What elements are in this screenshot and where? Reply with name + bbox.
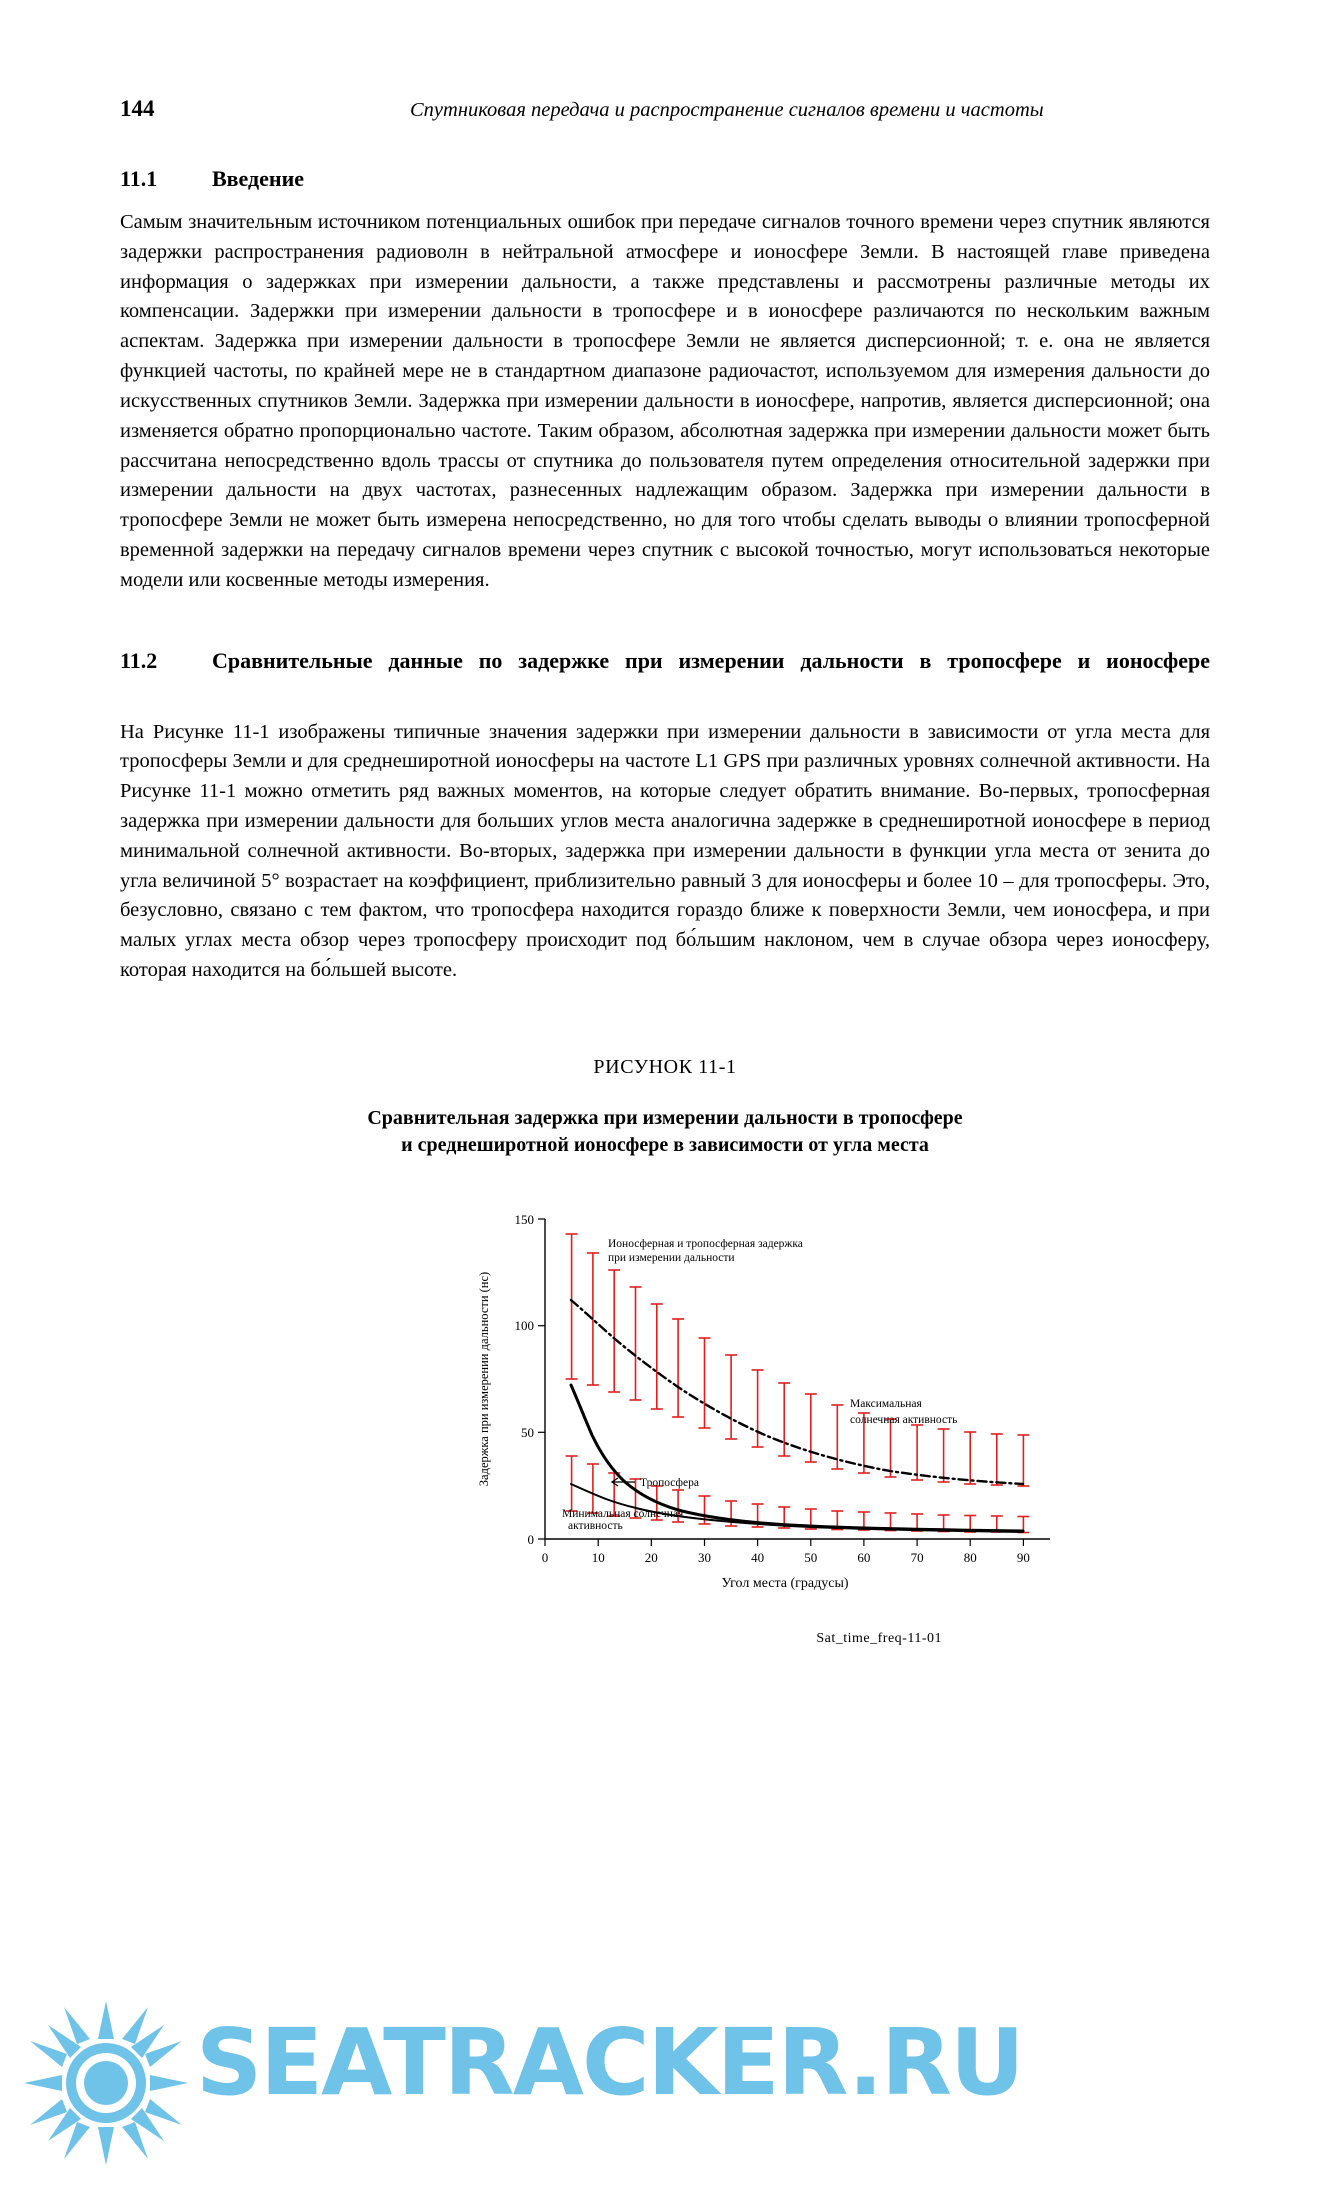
svg-text:60: 60 — [857, 1549, 871, 1565]
svg-text:80: 80 — [963, 1549, 977, 1565]
svg-text:активность: активность — [568, 1519, 623, 1532]
svg-text:0: 0 — [541, 1549, 549, 1565]
svg-text:Ионосферная и тропосферная зад: Ионосферная и тропосферная задержка — [608, 1237, 803, 1250]
svg-text:0: 0 — [527, 1531, 534, 1547]
svg-text:10: 10 — [591, 1549, 605, 1565]
figure-title-line-1: Сравнительная задержка при измерении дальности в тропосфере — [367, 1106, 963, 1129]
svg-text:100: 100 — [514, 1317, 534, 1333]
running-head — [120, 96, 1210, 122]
figure-code: Sat_time_freq-11-01 — [816, 1630, 942, 1646]
page-content — [120, 96, 1210, 1649]
figure-11-1 — [120, 1179, 1210, 1649]
svg-text:20: 20 — [644, 1549, 658, 1565]
heading-11-1-title: Введение — [212, 166, 305, 191]
chart-delay-vs-elevation — [450, 1179, 1090, 1619]
svg-text:50: 50 — [804, 1549, 818, 1565]
page-number: 144 — [120, 96, 155, 121]
sun-logo-icon — [18, 1995, 194, 2176]
figure-title — [120, 1105, 1210, 1159]
svg-text:90: 90 — [1016, 1549, 1030, 1565]
svg-text:30: 30 — [698, 1549, 711, 1565]
svg-text:солнечная активность: солнечная активность — [850, 1413, 958, 1426]
svg-text:Тропосфера: Тропосфера — [640, 1476, 699, 1489]
svg-text:Угол места (градусы): Угол места (градусы) — [721, 1575, 849, 1591]
svg-text:40: 40 — [751, 1549, 765, 1565]
heading-11-2-number: 11.2 — [120, 647, 158, 673]
svg-text:Задержка при измерении дальнос: Задержка при измерении дальности (нс) — [477, 1271, 491, 1487]
svg-text:при измерении дальности: при измерении дальности — [608, 1251, 735, 1264]
figure-label: РИСУНОК 11-1 — [593, 1055, 737, 1078]
svg-text:Минимальная солнечная: Минимальная солнечная — [562, 1507, 684, 1520]
svg-text:70: 70 — [910, 1549, 924, 1565]
heading-11-2 — [120, 648, 1210, 700]
paragraph-11-2-1: На Рисунке 11-1 изображены типичные значения задержки при измерении дальности в зависимости от угла места для тропосферы Земли и для среднеширотной ионосферы на частоте L1 GPS при различных уровнях солнечной активности. На Рисунке 11-1 можно отметить ряд важных моментов, на которые следует обратить внимание. Во-первых, тропосферная задержка при измерении дальности для больших углов места аналогична задержке в среднеширотной ионосфере в период минимальной солнечной активности. Во-вторых, задержка при измерении дальности в функции угла места от зенита до угла величиной 5° возрастает на коэффициент, приблизительно равный 3 для ионосферы и более 10 – для тропосферы. Это, безусловно, связано с тем фактом, что тропосфера находится гораздо ближе к поверхности Земли, чем ионосфера, и при малых углах места обзор через тропосферу происходит под бо́льшим наклоном, чем в случае обзора через ионосферу, которая находится на бо́льшей высоте. — [120, 720, 1210, 982]
watermark-text: SEATRACKER.RU — [196, 2009, 1023, 2116]
watermark — [0, 1987, 1331, 2187]
figure-title-line-2: и среднеширотной ионосфере в зависимости от угла места — [401, 1133, 929, 1156]
svg-text:50: 50 — [521, 1424, 534, 1440]
heading-11-1 — [120, 166, 1210, 192]
heading-11-1-number: 11.1 — [120, 166, 158, 191]
svg-text:150: 150 — [514, 1211, 534, 1227]
svg-text:Максимальная: Максимальная — [850, 1397, 922, 1410]
paragraph-11-1-1: Самым значительным источником потенциальных ошибок при передаче сигналов точного времени через спутник являются задержки распространения радиоволн в нейтральной атмосфере и ионосфере Земли. В настоящей главе приведена информация о задержках при измерении дальности, а также представлены и рассмотрены различные методы их компенсации. Задержки при измерении дальности в тропосфере и в ионосфере различаются по нескольким важным аспектам. Задержка при измерении дальности в тропосфере Земли не является дисперсионной; т. е. она не является функцией частоты, по крайней мере не в стандартном диапазоне радиочастот, используемом для измерения дальности до искусственных спутников Земли. Задержка при измерении дальности в ионосфере, напротив, является дисперсионной; она изменяется обратно пропорционально частоте. Таким образом, абсолютная задержка при измерении дальности может быть рассчитана непосредственно вдоль трассы от спутника до пользователя путем определения относительной задержки при измерении дальности на двух частотах, разнесенных надлежащим образом. Задержка при измерении дальности в тропосфере Земли не может быть измерена непосредственно, но для того чтобы сделать выводы о влиянии тропосферной временной задержки на передачу сигналов времени через спутник с высокой точностью, могут использоваться некоторые модели или косвенные методы измерения. — [120, 211, 1210, 591]
heading-11-2-title: Сравнительные данные по задержке при измерении дальности в тропосфере и ионосфере — [212, 647, 1210, 673]
running-title: Спутниковая передача и распространение сигналов времени и частоты — [410, 99, 1044, 121]
